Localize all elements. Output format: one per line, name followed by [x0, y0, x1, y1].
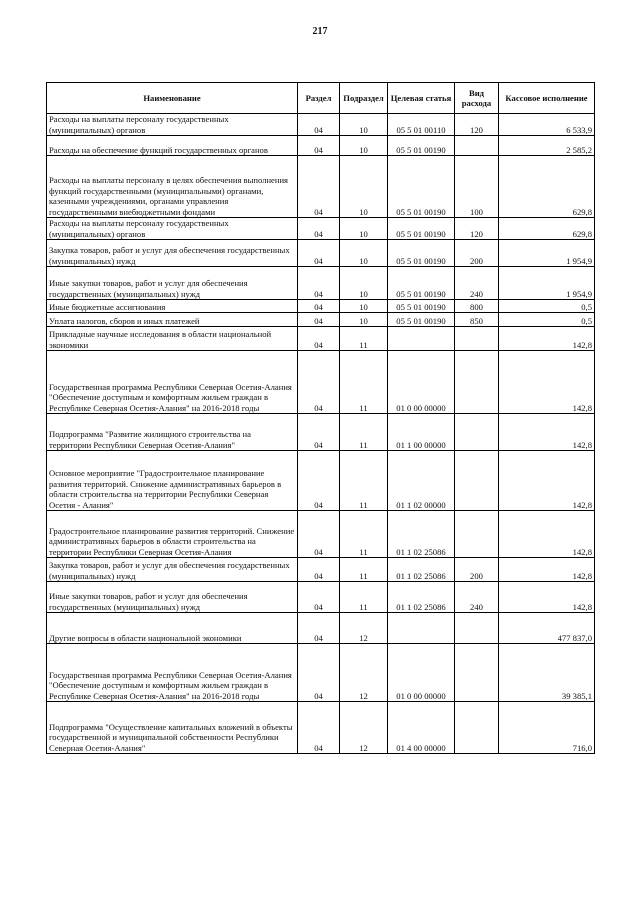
cell-subsection: 10 — [340, 240, 388, 267]
table-row — [47, 613, 595, 644]
header-name: Наименование — [47, 83, 298, 114]
cell-amount: 0,5 — [499, 313, 595, 327]
cell-type: 100 — [455, 156, 499, 218]
table-row — [47, 136, 595, 156]
cell-subsection: 12 — [340, 702, 388, 754]
cell-section: 04 — [298, 351, 340, 414]
cell-subsection: 11 — [340, 582, 388, 613]
cell-subsection: 10 — [340, 156, 388, 218]
cell-name: Государственная программа Республики Северная Осетия-Алания "Обеспечение доступным и комфортным жильем граждан в Республике Северная Осетия-Алания" на 2016-2018 годы — [47, 644, 298, 702]
cell-section: 04 — [298, 156, 340, 218]
cell-amount: 142,8 — [499, 414, 595, 451]
cell-amount: 6 533,9 — [499, 114, 595, 136]
cell-type: 200 — [455, 240, 499, 267]
cell-type — [455, 414, 499, 451]
header-amount: Кассовое исполнение — [499, 83, 595, 114]
cell-amount: 142,8 — [499, 558, 595, 582]
table-row — [47, 218, 595, 240]
cell-subsection: 10 — [340, 136, 388, 156]
cell-section: 04 — [298, 511, 340, 558]
cell-target: 01 1 02 25086 — [388, 511, 455, 558]
cell-section: 04 — [298, 582, 340, 613]
cell-subsection: 11 — [340, 558, 388, 582]
cell-target: 01 1 02 25086 — [388, 582, 455, 613]
cell-subsection: 10 — [340, 267, 388, 300]
cell-name: Другие вопросы в области национальной экономики — [47, 613, 298, 644]
cell-target: 05 5 01 00190 — [388, 156, 455, 218]
cell-subsection: 11 — [340, 451, 388, 511]
cell-amount: 1 954,9 — [499, 240, 595, 267]
cell-amount: 629,8 — [499, 218, 595, 240]
cell-target — [388, 613, 455, 644]
cell-target: 05 5 01 00190 — [388, 300, 455, 313]
cell-type — [455, 702, 499, 754]
cell-section: 04 — [298, 313, 340, 327]
cell-name: Иные закупки товаров, работ и услуг для обеспечения государственных (муниципальных) нужд — [47, 267, 298, 300]
page-number: 217 — [312, 26, 328, 37]
cell-name: Расходы на выплаты персоналу государственных (муниципальных) органов — [47, 114, 298, 136]
cell-section: 04 — [298, 218, 340, 240]
table-row — [47, 511, 595, 558]
cell-name: Иные закупки товаров, работ и услуг для обеспечения государственных (муниципальных) нужд — [47, 582, 298, 613]
cell-target: 01 4 00 00000 — [388, 702, 455, 754]
table-row — [47, 558, 595, 582]
cell-subsection: 12 — [340, 613, 388, 644]
cell-section: 04 — [298, 240, 340, 267]
cell-type: 200 — [455, 558, 499, 582]
cell-name: Основное мероприятие "Градостроительное планирование развития территорий. Снижение административных барьеров в области строительства на территории Республики Северная Осетия - Алания" — [47, 451, 298, 511]
table-row — [47, 644, 595, 702]
cell-section: 04 — [298, 136, 340, 156]
table-row — [47, 702, 595, 754]
cell-name: Прикладные научные исследования в области национальной экономики — [47, 327, 298, 351]
cell-amount: 142,8 — [499, 511, 595, 558]
cell-amount: 39 385,1 — [499, 644, 595, 702]
cell-type — [455, 511, 499, 558]
header-section: Раздел — [298, 83, 340, 114]
cell-amount: 716,0 — [499, 702, 595, 754]
cell-target: 05 5 01 00110 — [388, 114, 455, 136]
table-row — [47, 114, 595, 136]
cell-section: 04 — [298, 327, 340, 351]
table-body — [47, 114, 595, 754]
cell-section: 04 — [298, 613, 340, 644]
cell-name: Расходы на выплаты персоналу в целях обеспечения выполнения функций государственными (муниципальными) органами, казенными учреждениями, органами управления государственными внебюджетными фондами — [47, 156, 298, 218]
cell-name: Закупка товаров, работ и услуг для обеспечения государственных (муниципальных) нужд — [47, 240, 298, 267]
header-subsection: Подраздел — [340, 83, 388, 114]
cell-amount: 1 954,9 — [499, 267, 595, 300]
cell-amount: 0,5 — [499, 300, 595, 313]
cell-amount: 142,8 — [499, 582, 595, 613]
cell-section: 04 — [298, 702, 340, 754]
cell-name: Расходы на выплаты персоналу государственных (муниципальных) органов — [47, 218, 298, 240]
cell-name: Иные бюджетные ассигнования — [47, 300, 298, 313]
cell-type: 240 — [455, 267, 499, 300]
cell-type: 120 — [455, 114, 499, 136]
cell-type — [455, 644, 499, 702]
cell-name: Уплата налогов, сборов и иных платежей — [47, 313, 298, 327]
table-row — [47, 414, 595, 451]
cell-target: 05 5 01 00190 — [388, 267, 455, 300]
table-row — [47, 156, 595, 218]
cell-section: 04 — [298, 414, 340, 451]
cell-section: 04 — [298, 300, 340, 313]
table-row — [47, 582, 595, 613]
table-row — [47, 327, 595, 351]
cell-section: 04 — [298, 558, 340, 582]
cell-target — [388, 327, 455, 351]
cell-target: 01 0 00 00000 — [388, 351, 455, 414]
budget-table — [46, 82, 595, 754]
cell-subsection: 12 — [340, 644, 388, 702]
table-row — [47, 313, 595, 327]
cell-type: 240 — [455, 582, 499, 613]
cell-subsection: 11 — [340, 351, 388, 414]
cell-section: 04 — [298, 644, 340, 702]
cell-amount: 477 837,0 — [499, 613, 595, 644]
cell-subsection: 11 — [340, 414, 388, 451]
cell-type — [455, 613, 499, 644]
cell-name: Закупка товаров, работ и услуг для обеспечения государственных (муниципальных) нужд — [47, 558, 298, 582]
cell-subsection: 10 — [340, 218, 388, 240]
cell-target: 05 5 01 00190 — [388, 136, 455, 156]
cell-type: 120 — [455, 218, 499, 240]
cell-name: Подпрограмма "Развитие жилищного строительства на территории Республики Северная Осетия-Алания" — [47, 414, 298, 451]
cell-subsection: 10 — [340, 313, 388, 327]
cell-subsection: 11 — [340, 511, 388, 558]
cell-section: 04 — [298, 451, 340, 511]
cell-amount: 142,8 — [499, 351, 595, 414]
table-row — [47, 300, 595, 313]
table-row — [47, 240, 595, 267]
cell-subsection: 10 — [340, 114, 388, 136]
header-target: Целевая статья — [388, 83, 455, 114]
cell-amount: 2 585,2 — [499, 136, 595, 156]
cell-amount: 142,8 — [499, 327, 595, 351]
cell-name: Подпрограмма "Осуществление капитальных вложений в объекты государственной и муниципальной собственности Республики Северная Осетия-Алания" — [47, 702, 298, 754]
cell-type — [455, 327, 499, 351]
cell-type: 800 — [455, 300, 499, 313]
cell-type: 850 — [455, 313, 499, 327]
cell-name: Государственная программа Республики Северная Осетия-Алания "Обеспечение доступным и комфортным жильем граждан в Республике Северная Осетия-Алания" на 2016-2018 годы — [47, 351, 298, 414]
cell-target: 01 1 02 25086 — [388, 558, 455, 582]
cell-target: 05 5 01 00190 — [388, 218, 455, 240]
cell-subsection: 10 — [340, 300, 388, 313]
cell-amount: 142,8 — [499, 451, 595, 511]
cell-type — [455, 451, 499, 511]
cell-type — [455, 136, 499, 156]
cell-target: 01 0 00 00000 — [388, 644, 455, 702]
header-type: Вид расхода — [455, 83, 499, 114]
table-row — [47, 351, 595, 414]
table-header-row — [47, 83, 595, 114]
table-row — [47, 267, 595, 300]
cell-target: 01 1 02 00000 — [388, 451, 455, 511]
cell-target: 01 1 00 00000 — [388, 414, 455, 451]
table-row — [47, 451, 595, 511]
cell-name: Расходы на обеспечение функций государственных органов — [47, 136, 298, 156]
cell-name: Градостроительное планирование развития территорий. Снижение административных барьеров в области строительства на территории Республики Северная Осетия-Алания — [47, 511, 298, 558]
cell-target: 05 5 01 00190 — [388, 313, 455, 327]
cell-section: 04 — [298, 114, 340, 136]
cell-section: 04 — [298, 267, 340, 300]
cell-type — [455, 351, 499, 414]
cell-target: 05 5 01 00190 — [388, 240, 455, 267]
cell-amount: 629,8 — [499, 156, 595, 218]
cell-subsection: 11 — [340, 327, 388, 351]
